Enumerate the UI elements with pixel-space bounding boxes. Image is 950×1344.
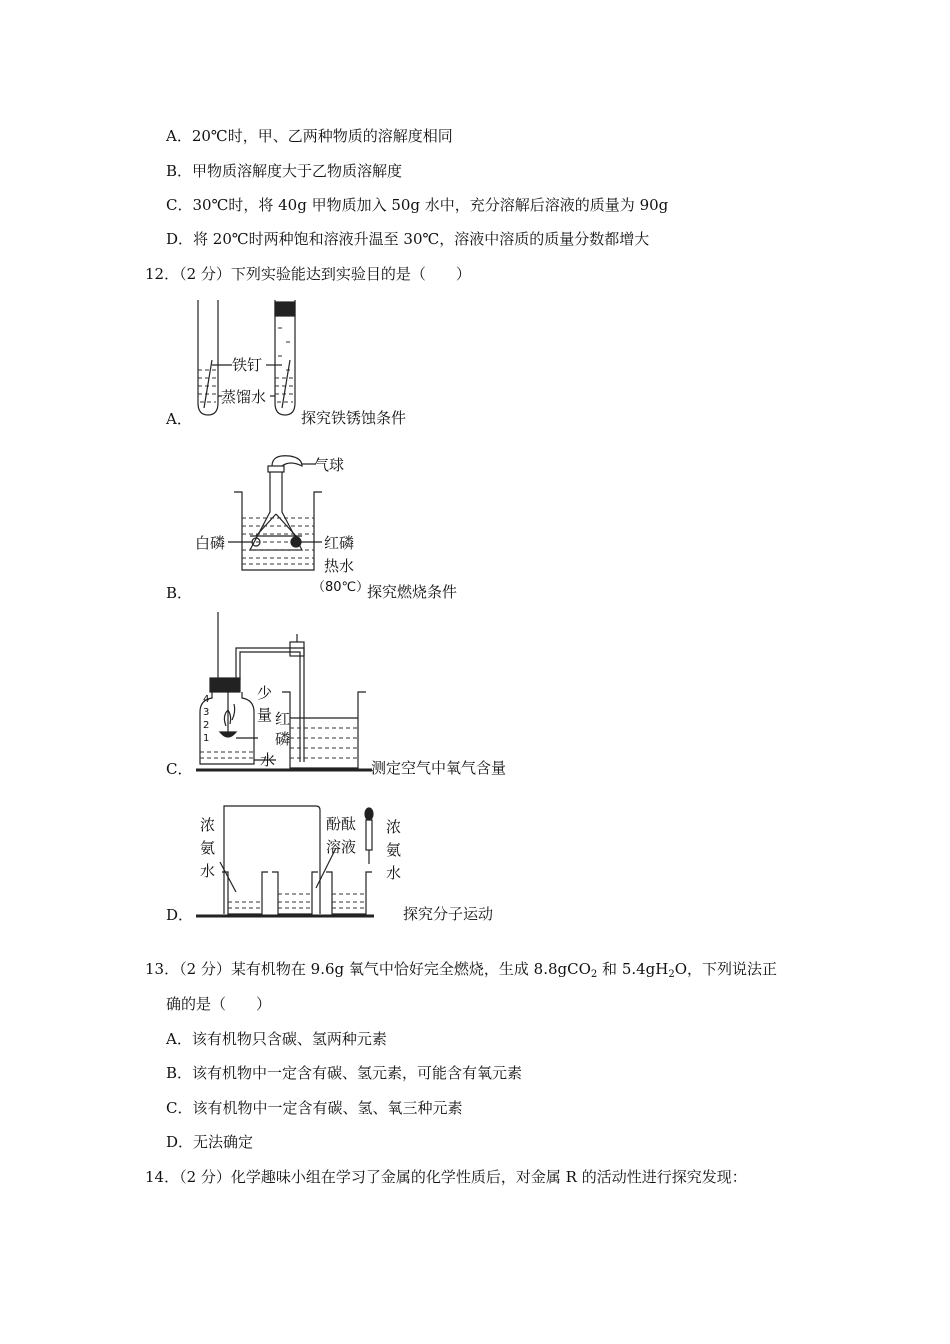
label-phenolphthalein-1: 酚酞	[326, 815, 357, 833]
label-water: 水	[260, 751, 276, 769]
q11-option-a: A．20℃时，甲、乙两种物质的溶解度相同	[166, 127, 453, 145]
q12-stem: 12．（2 分）下列实验能达到实验目的是（ ）	[145, 265, 471, 283]
q13-stem-line2: 确的是（ ）	[166, 995, 272, 1013]
q13-stem-part3: O，下列说法正	[674, 960, 778, 978]
label-ammonia-right-3: 水	[386, 864, 402, 882]
label-ammonia-left-1: 浓	[200, 816, 216, 834]
q12-a-letter: A．	[166, 410, 192, 428]
q12-b-letter: B．	[166, 584, 193, 602]
q13-option-b: B．该有机物中一定含有碳、氢元素，可能含有氧元素	[166, 1064, 523, 1082]
label-small-amount-1: 少	[257, 684, 273, 702]
q13-stem	[145, 959, 777, 979]
label-balloon: 气球	[314, 456, 345, 474]
q13-stem-part2: 和 5.4gH	[597, 960, 669, 978]
label-small-amount-2: 量	[257, 706, 273, 724]
q13-stem-part1: 13．（2 分）某有机物在 9.6g 氧气中恰好完全燃烧，生成 8.8gCO	[145, 960, 591, 978]
molecular-motion-diagram	[196, 802, 406, 922]
scale-mark-1: 1	[203, 733, 210, 744]
q13-option-d: D．无法确定	[166, 1133, 254, 1151]
label-red-phosphorus: 红磷	[324, 534, 355, 552]
q13-option-c: C．该有机物中一定含有碳、氢、氧三种元素	[166, 1099, 463, 1117]
q12-c-caption: 测定空气中氧气含量	[371, 759, 507, 777]
scale-mark-3: 3	[203, 707, 210, 718]
q12-d-caption: 探究分子运动	[403, 905, 494, 923]
label-ammonia-right-1: 浓	[386, 818, 402, 836]
oxygen-content-experiment-diagram	[196, 612, 376, 777]
q12-a-caption: 探究铁锈蚀条件	[301, 409, 407, 427]
label-phenolphthalein-2: 溶液	[326, 838, 357, 856]
q12-d-letter: D．	[166, 906, 194, 924]
q11-option-d: D．将 20℃时两种饱和溶液升温至 30℃，溶液中溶质的质量分数都增大	[166, 230, 650, 248]
q13-sub-co2: 2	[590, 969, 598, 980]
label-ammonia-right-2: 氨	[386, 841, 402, 859]
q13-option-a: A．该有机物只含碳、氢两种元素	[166, 1030, 387, 1048]
label-water-temp: （80℃）	[312, 580, 370, 595]
q13-sub-h2o: 2	[668, 969, 675, 980]
label-red-phosphorus-2: 磷	[275, 730, 291, 748]
q11-option-b: B．甲物质溶解度大于乙物质溶解度	[166, 162, 403, 180]
label-distilled-water: 蒸馏水	[221, 388, 267, 406]
label-ammonia-left-3: 水	[200, 862, 216, 880]
scale-mark-2: 2	[203, 720, 210, 731]
label-ammonia-left-2: 氨	[200, 839, 216, 857]
label-red-phosphorus-1: 红	[275, 710, 291, 728]
q12-b-caption: 探究燃烧条件	[367, 583, 458, 601]
q12-c-letter: C．	[166, 760, 193, 778]
scale-mark-4: 4	[203, 694, 210, 705]
label-hot-water: 热水	[324, 557, 355, 575]
q14-stem: 14．（2 分）化学趣味小组在学习了金属的化学性质后，对金属 R 的活动性进行探究发现：	[145, 1168, 747, 1186]
label-white-phosphorus: 白磷	[195, 534, 226, 552]
q11-option-c: C．30℃时，将 40g 甲物质加入 50g 水中，充分溶解后溶液的质量为 90g	[166, 196, 669, 214]
label-iron-nail: 铁钉	[232, 356, 263, 374]
